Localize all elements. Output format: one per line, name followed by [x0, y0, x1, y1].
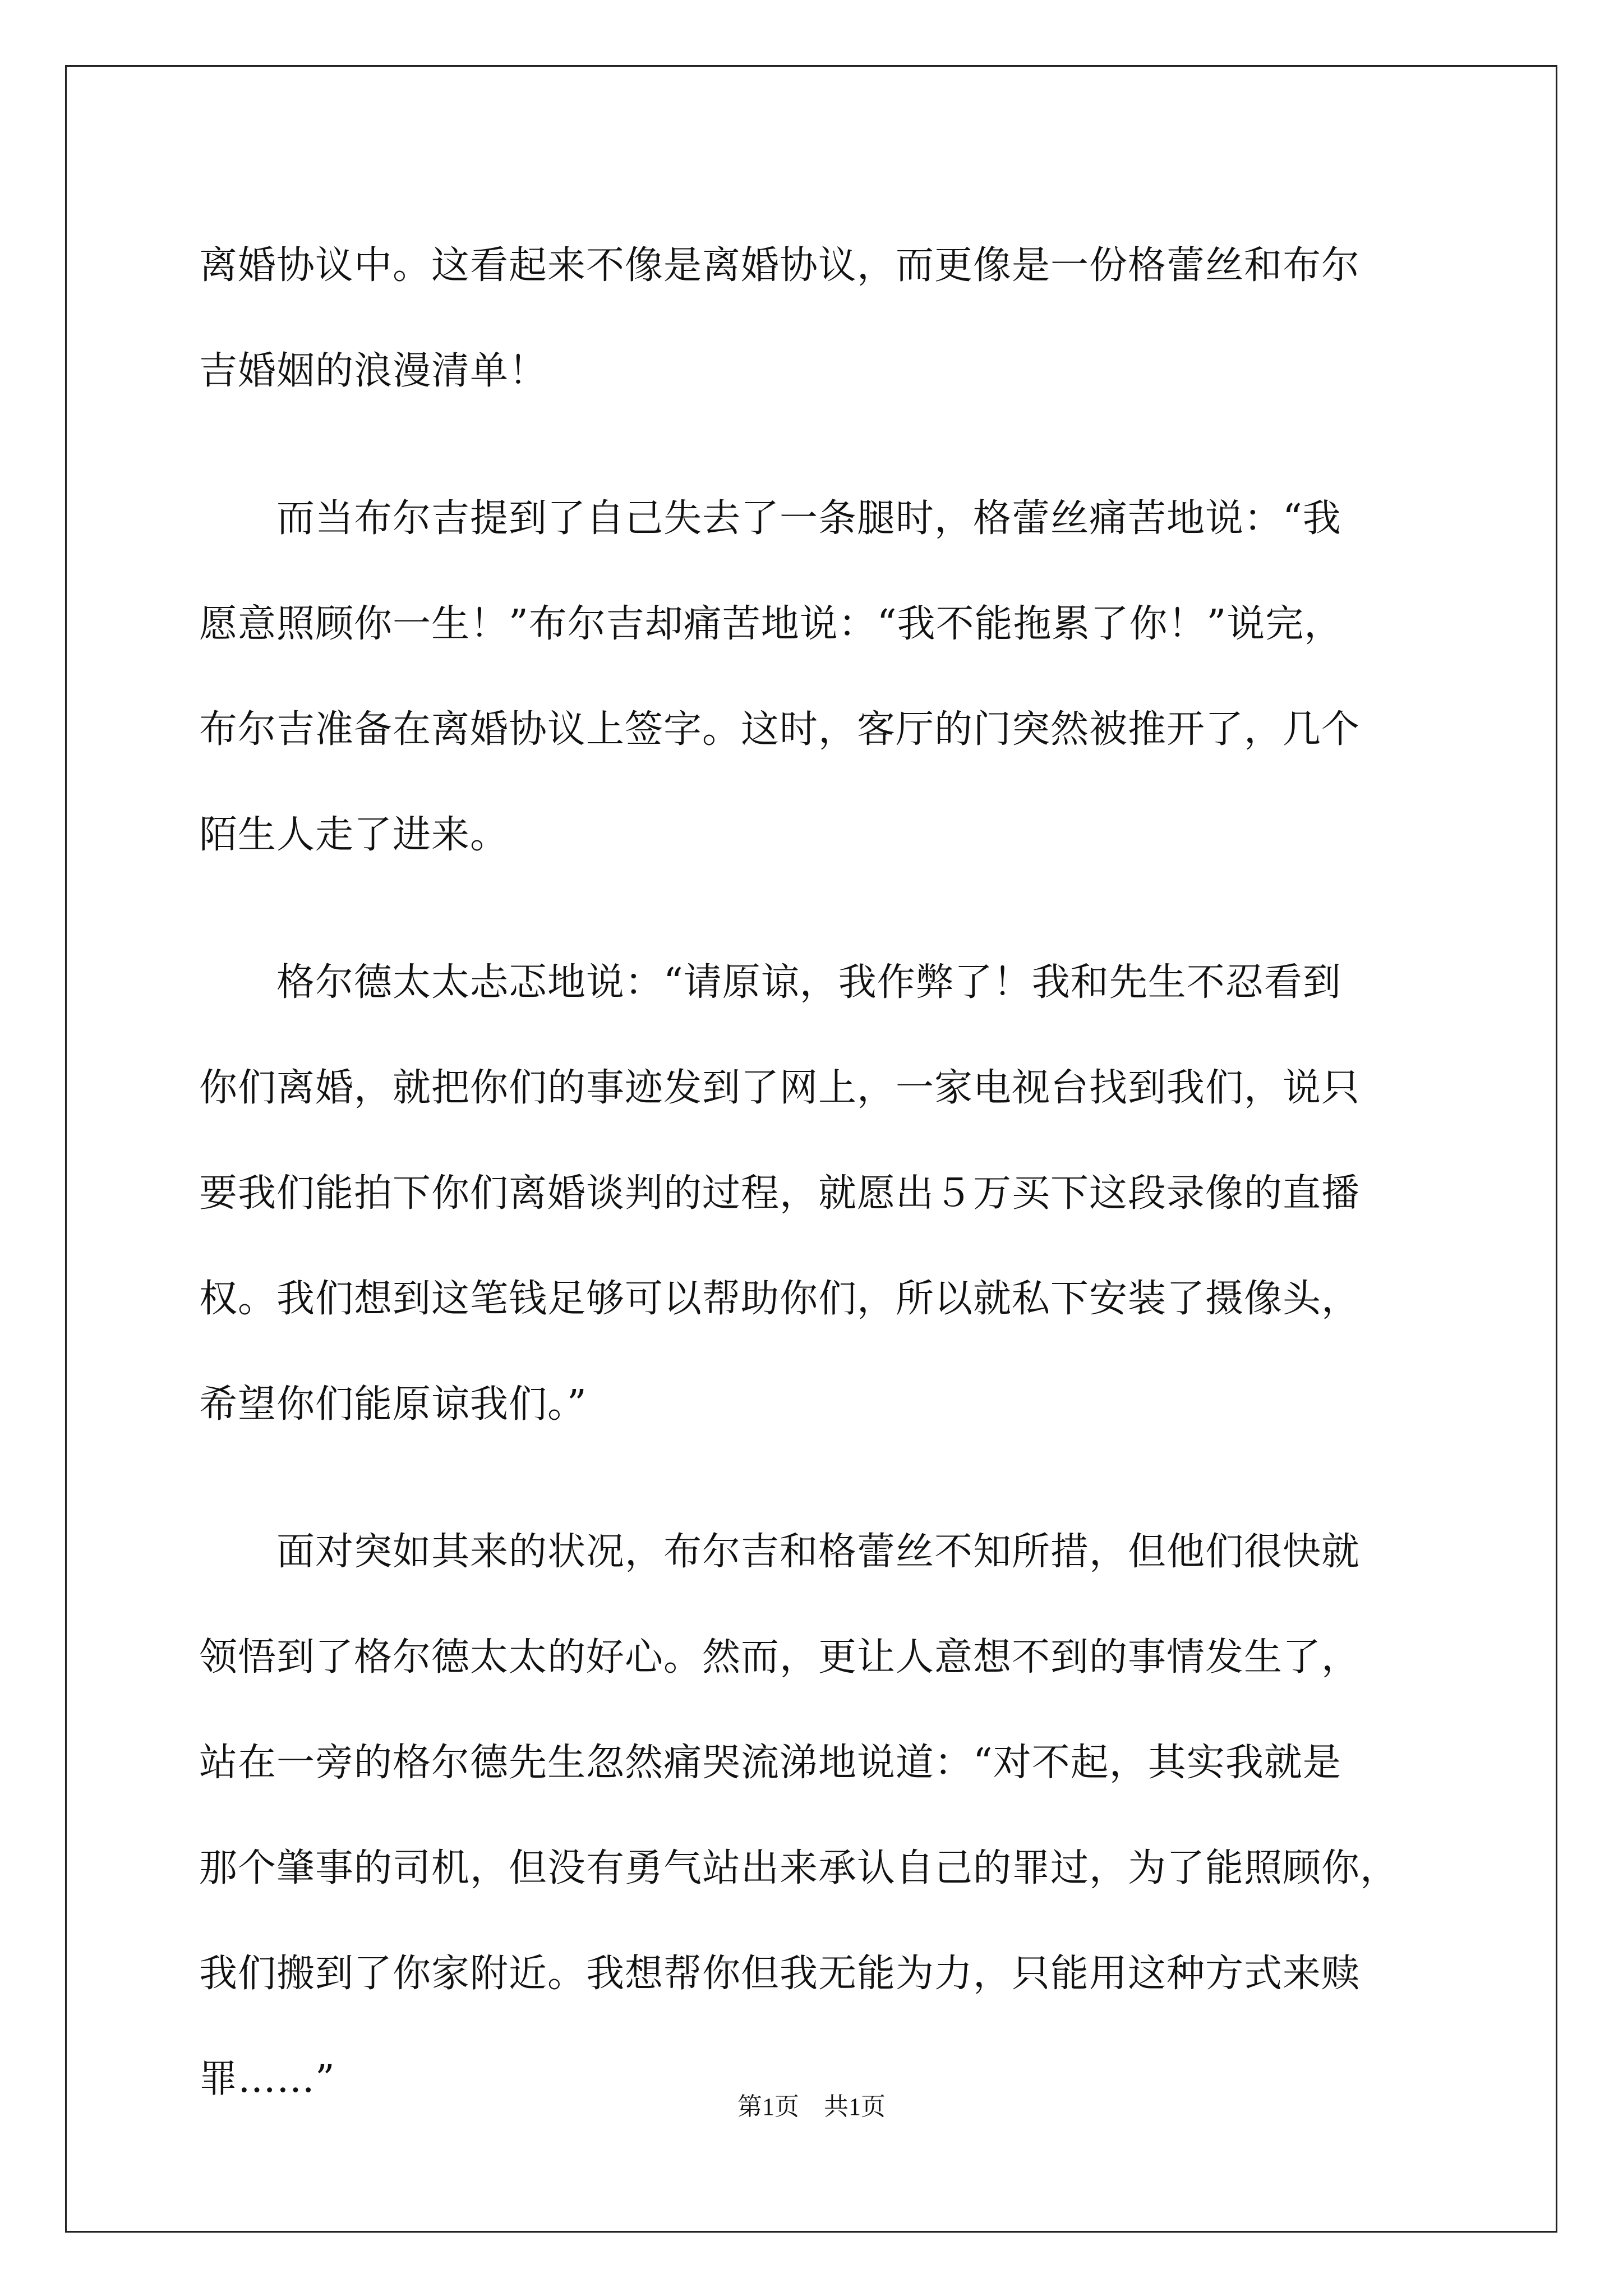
text-line: 格尔德太太忐忑地说：“请原谅，我作弊了！我和先生不忍看到: [199, 960, 1341, 1005]
text-line: 布尔吉准备在离婚协议上签字。这时，客厅的门突然被推开了，几个: [199, 707, 1361, 752]
text-line: 我们搬到了你家附近。我想帮你但我无能为力，只能用这种方式来赎: [199, 1952, 1361, 1996]
text-line: 面对突如其来的状况，布尔吉和格蕾丝不知所措，但他们很快就: [199, 1530, 1361, 1574]
text-line: 而当布尔吉提到了自己失去了一条腿时，格蕾丝痛苦地说：“我: [199, 496, 1341, 541]
paragraph-gap: [199, 1457, 1433, 1499]
document-body: [199, 213, 1433, 2132]
text-line: 要我们能拍下你们离婚谈判的过程，就愿出５万买下这段录像的直播: [199, 1171, 1361, 1216]
text-line: 那个肇事的司机，但没有勇气站出来承认自己的罪过，为了能照顾你，: [199, 1846, 1399, 1890]
text-line: 罪……”: [199, 2057, 335, 2101]
paragraph-gap: [199, 888, 1433, 930]
text-line: 愿意照顾你一生！”布尔吉却痛苦地说：“我不能拖累了你！”说完，: [199, 602, 1343, 646]
page-number: 第1页 共1页: [737, 2093, 886, 2120]
text-line: 站在一旁的格尔德先生忽然痛哭流涕地说道：“对不起，其实我就是: [199, 1741, 1341, 1785]
text-line: 陌生人走了进来。: [199, 813, 509, 857]
paragraph-gap: [199, 424, 1433, 466]
text-line: 你们离婚，就把你们的事迹发到了网上，一家电视台找到我们，说只: [199, 1066, 1361, 1110]
text-line: 吉婚姻的浪漫清单！: [199, 349, 548, 393]
text-line: 权。我们想到这笔钱足够可以帮助你们，所以就私下安装了摄像头，: [199, 1277, 1361, 1321]
text-line: 希望你们能原谅我们。”: [199, 1382, 587, 1427]
text-line: 领悟到了格尔德太太的好心。然而，更让人意想不到的事情发生了，: [199, 1635, 1361, 1680]
text-line: 离婚协议中。这看起来不像是离婚协议，而更像是一份格蕾丝和布尔: [199, 243, 1361, 288]
